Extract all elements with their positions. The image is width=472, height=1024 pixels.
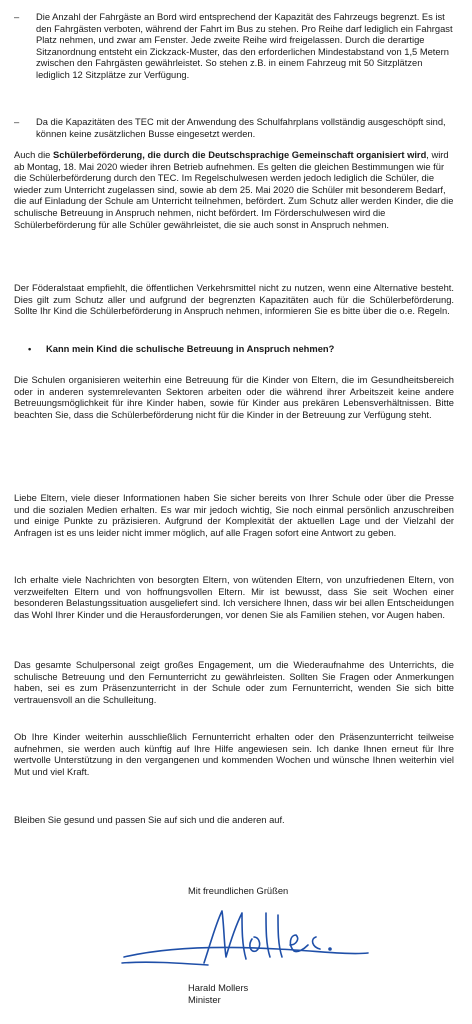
paragraph-schulpersonal: Das gesamte Schulpersonal zeigt großes Engagement, um die Wiederaufnahme des Unterrichts, die schulische Betreuung und den Fernunterricht zu gewährleisten. Sollten Sie Fragen oder Anmerkungen haben, sei es zum Präsenzunterricht in der Schule oder zum Fernunterricht, wenden Sie sich bitte vertrauensvoll an die Schulleitung. (14, 660, 454, 705)
handwritten-signature (118, 905, 418, 975)
list-item (14, 117, 454, 140)
question-text: Kann mein Kind die schulische Betreuung in Anspruch nehmen? (46, 344, 335, 354)
list-item (14, 12, 454, 82)
closing-salutation: Mit freundlichen Grüßen (188, 886, 289, 896)
signer-title: Minister (188, 995, 221, 1005)
paragraph-liebe-eltern: Liebe Eltern, viele dieser Informationen haben Sie sicher bereits von Ihrer Schule oder über die Presse und die sozialen Medien erhalten. Es war mir jedoch wichtig, Sie noch einmal persönlich anzuschreiben und einige Punkte zu präzisieren. Aufgrund der Komplexität der aktuellen Lage und der Vielzahl der Anfragen ist es uns leider nicht immer möglich, auf alle Fragen sofort eine Antwort zu geben. (14, 493, 454, 538)
signer-name: Harald Mollers (188, 983, 249, 993)
bullet-icon: • (28, 344, 32, 354)
paragraph-rest: , wird ab Montag, 18. Mai 2020 wieder ihren Betrieb aufnehmen. Es gelten die gleichen Bestimmungen wie für die Schülerbeförderung durch den TEC. Im Regelschulwesen werden jedoch lediglich die Schüler, die wieder zum Unterricht zugelassen sind, sowie ab dem 25. Mai 2020 die Schüler mit besonderem Bedarf, die auf Einladung der Schule am Unterricht teilnehmen, befördert. Zum Schutz aller werden Kinder, die die schulische Betreuung in Anspruch nehmen, nicht befördert. Im Förderschulwesen wird die Schülerbeförderung für alle Schüler gewährleistet, die sie auch sonst in Anspruch nehmen. (14, 150, 454, 230)
paragraph-kinder: Ob Ihre Kinder weiterhin ausschließlich Fernunterricht erhalten oder den Präsenzunterricht teilweise aufnehmen, sie werden auch künftig auf Ihre Hilfe angewiesen sein. Ich danke Ihnen erneut für Ihre wertvolle Unterstützung in den vergangenen und kommenden Wochen und wünsche Ihnen weiterhin viel Mut und viel Kraft. (14, 732, 454, 777)
list-item-text: Da die Kapazitäten des TEC mit der Anwendung des Schulfahrplans vollständig ausgeschöpft sind, können keine zusätzlichen Busse eingesetzt werden. (36, 117, 446, 139)
paragraph-foederalstaat: Der Föderalstaat empfiehlt, die öffentlichen Verkehrsmittel nicht zu nutzen, wenn eine Alternative besteht. Dies gilt zum Schutz aller und aufgrund der begrenzten Kapazitäten auch für die Schülerbeförderung. Sollte Ihr Kind die Schülerbeförderung in Anspruch nehmen, informieren Sie es bitte über die o.e. Regeln. (14, 283, 454, 317)
question-heading (28, 344, 448, 356)
list-dash: – (14, 117, 20, 127)
paragraph-bold-phrase: Schülerbeförderung, die durch die Deutschsprachige Gemeinschaft organisiert wird (52, 150, 427, 160)
signature-graphic (118, 905, 418, 975)
paragraph-schulen: Die Schulen organisieren weiterhin eine Betreuung für die Kinder von Eltern, die im Gesundheitsbereich oder in anderen systemrelevanten Sektoren arbeiten oder die während ihrer Arbeitszeit keine andere Betreuungsmöglichkeit für ihre Kinder haben, sowie für Kinder aus prekären Lebensverhältnissen. Bitte beachten Sie, dass die Schülerbeförderung nicht für die Kinder in der Betreuung zur Verfügung steht. (14, 375, 454, 420)
paragraph-schuelerbefoerderung (14, 150, 454, 231)
paragraph-lead: Auch die (14, 150, 53, 160)
paragraph-gesund: Bleiben Sie gesund und passen Sie auf sich und die anderen auf. (14, 815, 285, 825)
list-item-text: Die Anzahl der Fahrgäste an Bord wird entsprechend der Kapazität des Fahrzeugs begrenzt. Es ist den Fahrgästen verboten, während der Fahrt im Bus zu stehen. Pro Reihe darf lediglich ein Fahrgast Platz nehmen, und zwar am Fenster. Jede zweite Reihe wird freigelassen. Durch die derartige Sitzanordnung entsteht ein Zickzack-Muster, das den erforderlichen Mindestabstand von 1,5 Metern zwischen den Fahrgästen gewährleistet. So stehen z.B. in einem Fahrzeug mit 50 Sitzplätzen lediglich 12 Sitzplätze zur Verfügung. (36, 12, 453, 80)
list-dash: – (14, 12, 20, 22)
paragraph-nachrichten: Ich erhalte viele Nachrichten von besorgten Eltern, von wütenden Eltern, von unzufriedenen Eltern, von verzweifelten Eltern und von hoffnungsvollen Eltern. Mir ist bewusst, dass Sie seit Wochen einer besonderen Belastungssituation ausgeliefert sind. Ich versichere Ihnen, dass wir bei allen Entscheidungen das Wohl Ihrer Kinder und die Herausforderungen, vor denen Sie als Familien stehen, vor Augen haben. (14, 575, 454, 620)
